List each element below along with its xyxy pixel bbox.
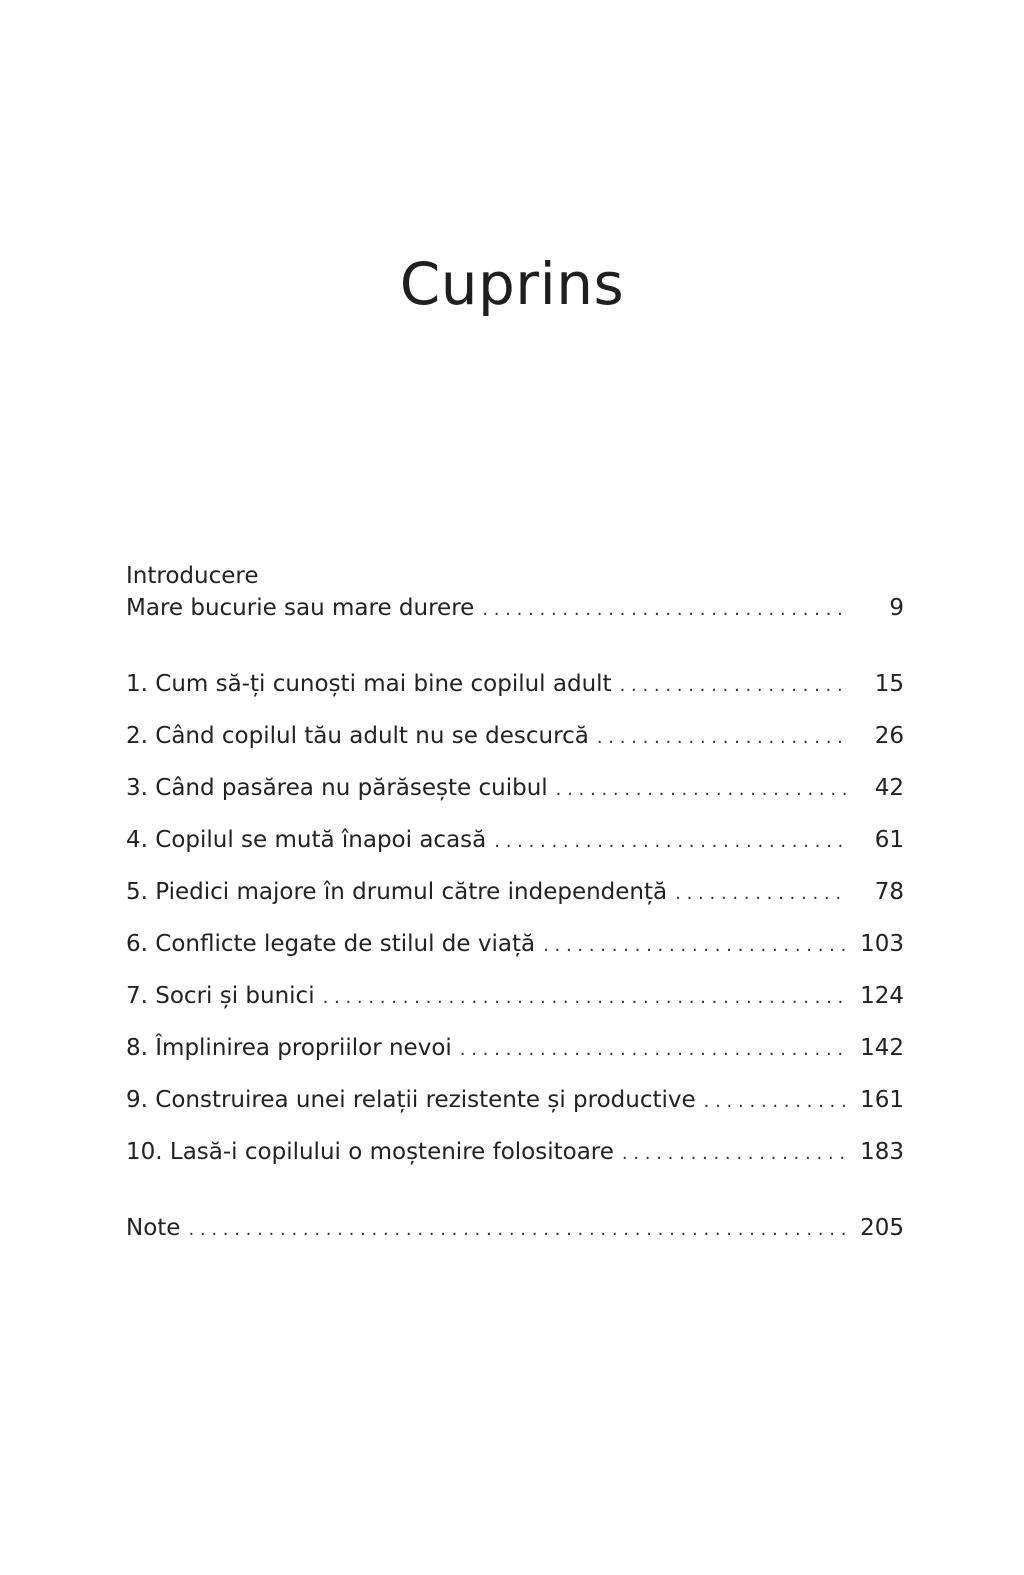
dot-leader: [622, 1138, 846, 1170]
toc-entry-label: 4. Copilul se mută înapoi acasă: [126, 827, 487, 853]
dot-leader: [460, 1034, 846, 1066]
toc-entry-chapter-5[interactable]: [126, 876, 904, 908]
toc-entry-page-number: 142: [860, 1035, 904, 1061]
toc-entry-label: 3. Când pasărea nu părăsește cuibul: [126, 775, 548, 801]
dot-leader: [675, 878, 846, 910]
toc-entry-chapter-1[interactable]: [126, 668, 904, 700]
toc-entry-label: 10. Lasă-i copilului o moștenire folositoare: [126, 1139, 614, 1165]
toc-entry-chapter-3[interactable]: [126, 772, 904, 804]
dot-leader: [556, 774, 846, 806]
toc-entry-chapter-10[interactable]: [126, 1136, 904, 1168]
toc-entry-label: 2. Când copilul tău adult nu se descurcă: [126, 723, 589, 749]
dot-leader: [323, 982, 846, 1014]
dot-leader: [482, 594, 846, 626]
dot-leader: [597, 722, 846, 754]
toc-entry-page-number: 78: [874, 879, 904, 905]
dot-leader: [494, 826, 846, 858]
table-of-contents: [126, 560, 904, 1244]
toc-entry-page-number: 205: [860, 1215, 904, 1241]
toc-entry-label: 8. Împlinirea propriilor nevoi: [126, 1035, 452, 1061]
toc-entry-page-number: 183: [860, 1139, 904, 1165]
toc-entry-label: Note: [126, 1215, 181, 1241]
toc-entry-notes[interactable]: [126, 1212, 904, 1244]
dot-leader: [620, 670, 846, 702]
toc-entry-page-number: 15: [874, 671, 904, 697]
page-title: Cuprins: [399, 250, 625, 318]
toc-entry-chapter-2[interactable]: [126, 720, 904, 752]
introduction-heading: Introducere: [126, 563, 259, 589]
toc-entry-label: 7. Socri și bunici: [126, 983, 315, 1009]
toc-entry-page-number: 103: [860, 931, 904, 957]
toc-entry-label: 6. Conflicte legate de stilul de viață: [126, 931, 536, 957]
toc-entry-label: 1. Cum să-ți cunoști mai bine copilul adult: [126, 671, 612, 697]
toc-entry-page-number: 42: [874, 775, 904, 801]
dot-leader: [543, 930, 846, 962]
toc-entry-label: 9. Construirea unei relații rezistente și productive: [126, 1087, 696, 1113]
toc-entry-chapter-9[interactable]: [126, 1084, 904, 1116]
toc-entry-chapter-8[interactable]: [126, 1032, 904, 1064]
toc-entry-page-number: 9: [889, 595, 904, 621]
toc-entry-label: 5. Piedici majore în drumul către independență: [126, 879, 668, 905]
toc-entry-chapter-7[interactable]: [126, 980, 904, 1012]
toc-entry-introduction[interactable]: [126, 592, 904, 624]
dot-leader: [704, 1086, 846, 1118]
toc-entry-page-number: 61: [874, 827, 904, 853]
toc-entry-page-number: 26: [874, 723, 904, 749]
toc-entry-chapter-6[interactable]: [126, 928, 904, 960]
dot-leader: [188, 1214, 846, 1246]
toc-entry-chapter-4[interactable]: [126, 824, 904, 856]
toc-entry-page-number: 161: [860, 1087, 904, 1113]
toc-entry-page-number: 124: [860, 983, 904, 1009]
toc-entry-label: Mare bucurie sau mare durere: [126, 595, 475, 621]
